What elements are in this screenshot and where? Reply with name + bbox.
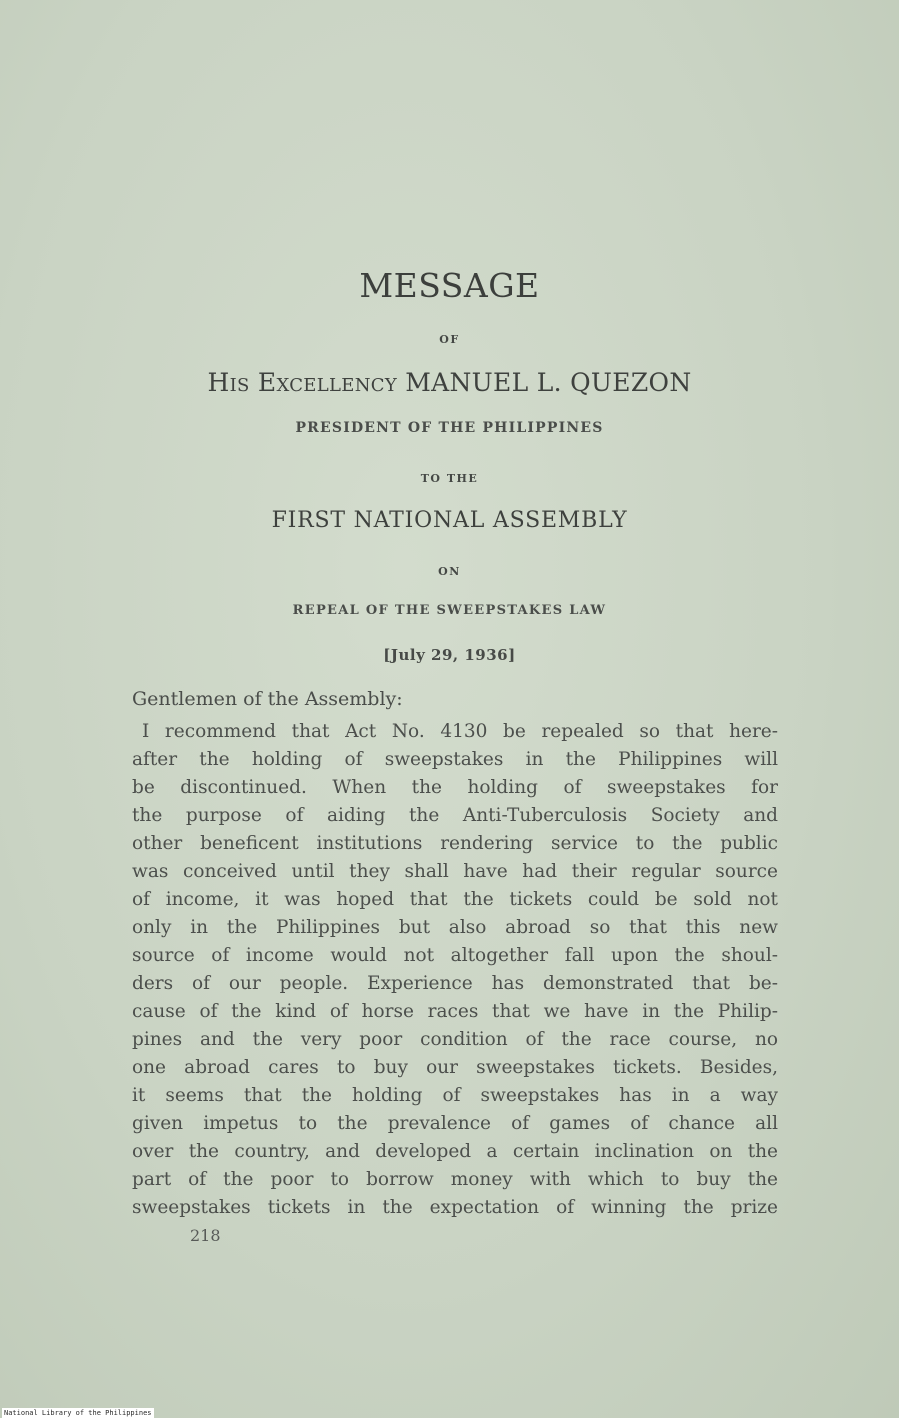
body-line: other beneficent institutions rendering service to the public	[132, 833, 778, 854]
body-line: given impetus to the prevalence of games of chance all	[132, 1113, 778, 1134]
on-label: ON	[438, 565, 461, 578]
library-credit: National Library of the Philippines	[4, 1409, 152, 1417]
body-line: one abroad cares to buy our sweepstakes tickets. Besides,	[132, 1057, 778, 1078]
honorific: His Excellency	[207, 368, 406, 397]
body-line: after the holding of sweepstakes in the Philippines will	[132, 749, 778, 770]
body-line: I recommend that Act No. 4130 be repealed so that here-	[142, 721, 778, 742]
body-line: of income, it was hoped that the tickets could be sold not	[132, 889, 778, 910]
president-name: MANUEL L. QUEZON	[405, 368, 692, 397]
page-number: 218	[190, 1226, 221, 1245]
body-line: the purpose of aiding the Anti-Tuberculosis Society and	[132, 805, 778, 826]
body-line: part of the poor to borrow money with which to buy the	[132, 1169, 778, 1190]
salutation: Gentlemen of the Assembly:	[132, 688, 403, 710]
of-label: OF	[439, 333, 460, 346]
body-line: cause of the kind of horse races that we have in the Philip-	[132, 1001, 778, 1022]
message-topic: REPEAL OF THE SWEEPSTAKES LAW	[292, 603, 607, 618]
document-title: MESSAGE	[359, 266, 540, 305]
author-name	[0, 368, 899, 397]
body-line: sweepstakes tickets in the expectation of winning the prize	[132, 1197, 778, 1218]
body-line: it seems that the holding of sweepstakes has in a way	[132, 1085, 778, 1106]
body-line: was conceived until they shall have had their regular source	[132, 861, 778, 882]
body-line: pines and the very poor condition of the race course, no	[132, 1029, 778, 1050]
body-line: over the country, and developed a certain inclination on the	[132, 1141, 778, 1162]
message-date: [July 29, 1936]	[383, 646, 516, 664]
author-title: PRESIDENT OF THE PHILIPPINES	[295, 420, 604, 436]
recipient: FIRST NATIONAL ASSEMBLY	[271, 508, 628, 533]
to-the-label: TO THE	[420, 472, 479, 485]
body-line: be discontinued. When the holding of sweepstakes for	[132, 777, 778, 798]
body-line: source of income would not altogether fall upon the shoul-	[132, 945, 778, 966]
body-line: only in the Philippines but also abroad so that this new	[132, 917, 778, 938]
body-line: ders of our people. Experience has demonstrated that be-	[132, 973, 778, 994]
body-text	[132, 718, 778, 1222]
